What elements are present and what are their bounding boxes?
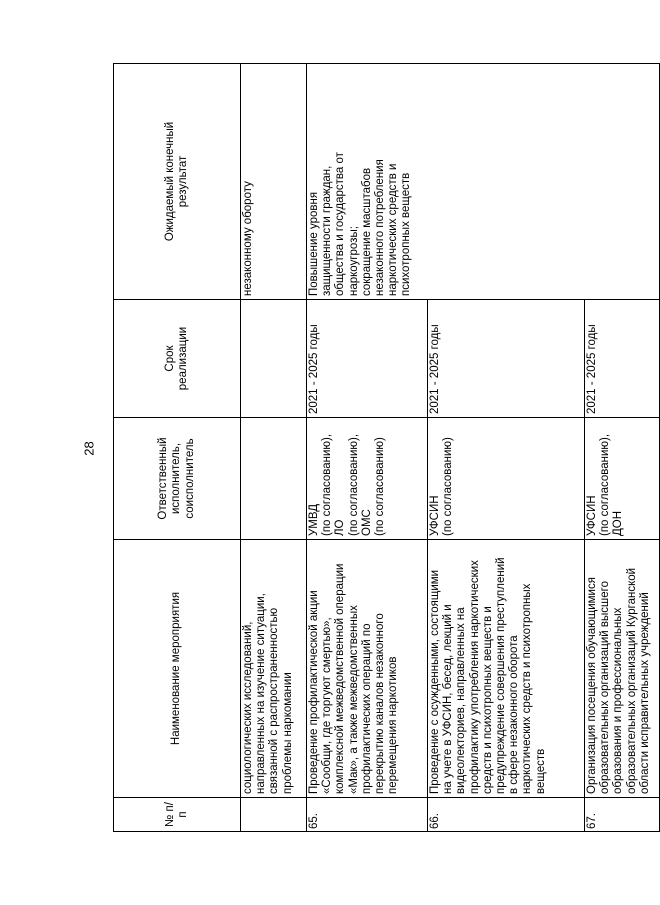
table-row: [307, 64, 428, 832]
rotated-table-frame: [113, 64, 651, 832]
header-num: № п/ п: [114, 798, 241, 832]
row-result-cell: незаконному обороту: [241, 64, 307, 300]
row-term-cell: 2021 - 2025 годы: [585, 300, 660, 418]
row-name-cell: социологических исследований, направленных на изучение ситуации, связанной с распространенностью проблемы наркомании: [241, 540, 307, 798]
row-num-cell: 67.: [585, 798, 660, 832]
row-responsible-cell: УФСИН (по согласованию): [428, 418, 585, 540]
row-num-cell: 65.: [307, 798, 428, 832]
measures-table: [113, 63, 660, 832]
row-name-cell: Проведение профилактической акции «Сообщи, где торгуют смертью», комплексной межведомственной операции «Мак», а также межведомственных профилактических операций по перекрытию каналов незаконного перемещения наркотиков: [307, 540, 428, 798]
table-row: [241, 64, 307, 832]
row-responsible-cell: [241, 418, 307, 540]
table-header-row: [114, 64, 241, 832]
row-responsible-cell: УМВД (по согласованию), ЛО (по согласованию), ОМС (по согласованию): [307, 418, 428, 540]
row-name-cell: Проведение с осужденными, состоящими на учете в УФСИН, бесед, лекций и видеолекториев, направленных на профилактику употребления наркотических средств и психотропных веществ и предупреждение совершения преступлений в сфере незаконного оборота наркотических средств и психотропных веществ: [428, 540, 585, 798]
row-name-cell: Организация посещения обучающимися образовательных организаций высшего образования и профессиональных образовательных организаций Курганской области исправительных учреждений: [585, 540, 660, 798]
row-num-cell: 66.: [428, 798, 585, 832]
header-result: Ожидаемый конечный результат: [114, 64, 241, 300]
header-term: Срок реализации: [114, 300, 241, 418]
row-result-cell: Повышение уровня защищенности граждан, общества и государства от наркоугрозы; сокращение масштабов незаконного потребления наркотических средств и психотропных веществ: [307, 64, 660, 300]
row-term-cell: 2021 - 2025 годы: [428, 300, 585, 418]
row-term-cell: [241, 300, 307, 418]
header-name: Наименование мероприятия: [114, 540, 241, 798]
header-responsible: Ответственный исполнитель, соисполнитель: [114, 418, 241, 540]
row-num-cell: [241, 798, 307, 832]
page-number: 28: [81, 440, 97, 456]
row-term-cell: 2021 - 2025 годы: [307, 300, 428, 418]
row-responsible-cell: УФСИН (по согласованию), ДОН: [585, 418, 660, 540]
